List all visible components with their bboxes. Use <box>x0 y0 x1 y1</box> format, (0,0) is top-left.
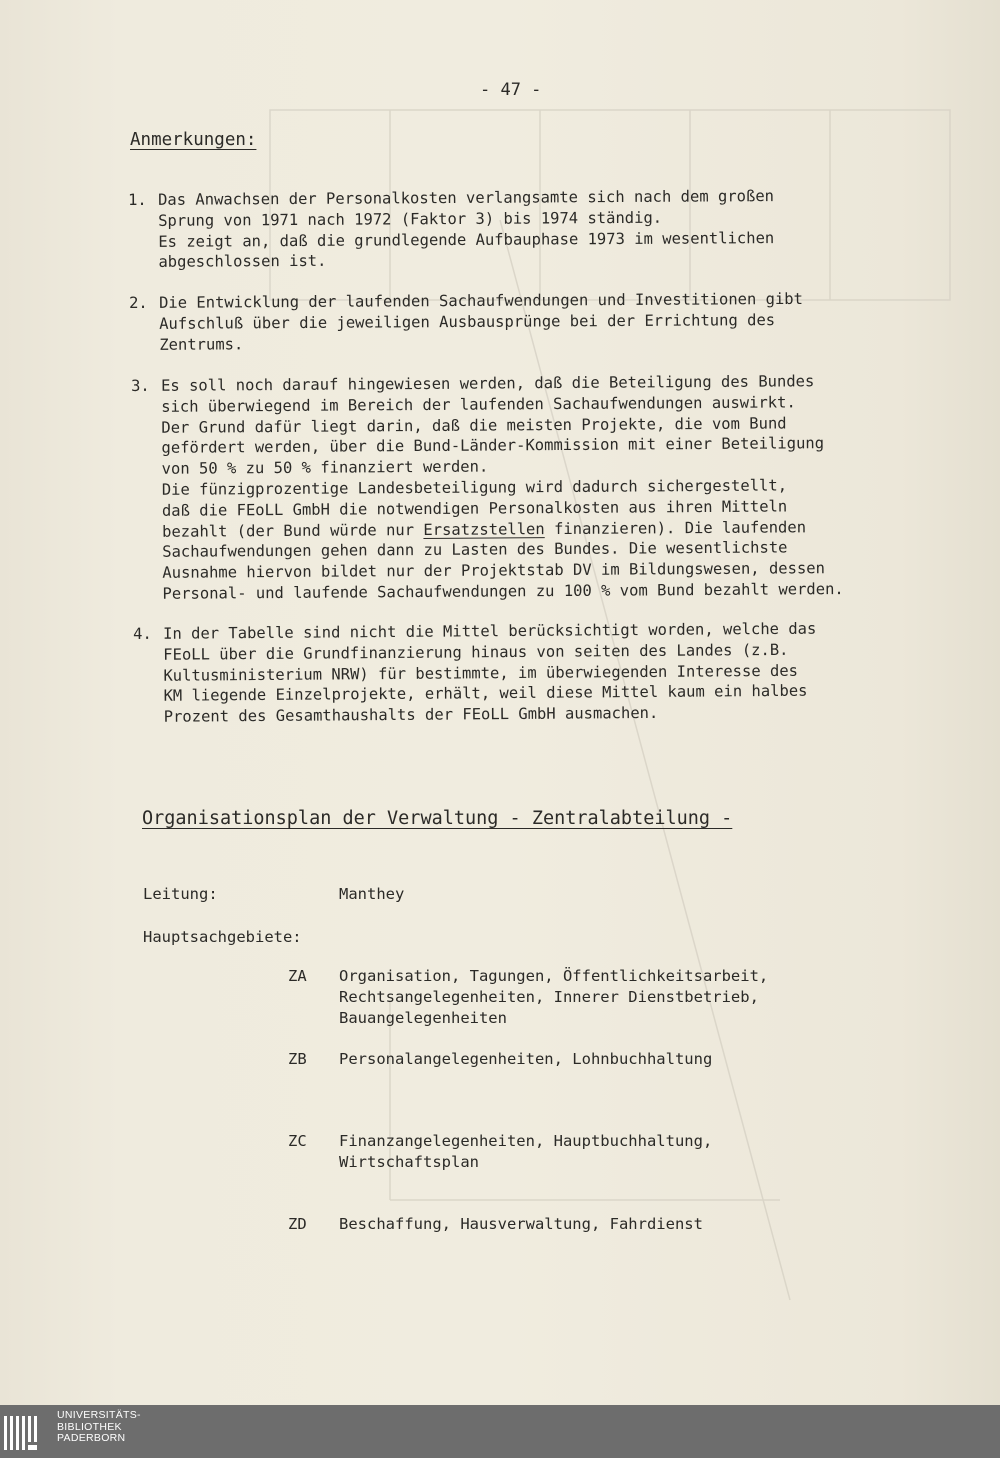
note-line: Aufschluß über die jeweiligen Ausbausprünge bei der Errichtung des <box>159 310 776 333</box>
note-line: daß die FEoLL GmbH die notwendigen Personalkosten aus ihren Mitteln <box>161 497 788 520</box>
area-code-zd: ZD <box>288 1215 307 1233</box>
note-number: 4. <box>133 624 152 643</box>
area-code-zb: ZB <box>288 1050 307 1068</box>
area-zc-line: Finanzangelegenheiten, Hauptbuchhaltung, <box>339 1132 713 1150</box>
leitung-value: Manthey <box>339 885 405 903</box>
note-line: Ausnahme hiervon bildet nur der Projektstab DV im Bildungswesen, dessen <box>162 559 825 582</box>
note-line: Der Grund dafür liegt darin, daß die meisten Projekte, die vom Bund <box>161 414 787 437</box>
logo-line: UNIVERSITÄTS- <box>57 1409 141 1421</box>
note-line: FEoLL über die Grundfinanzierung hinaus von seiten des Landes (z.B. <box>163 640 789 664</box>
note-2 <box>129 289 803 356</box>
note-line: Die fünzigprozentige Landesbeteiligung wird dadurch sichergestellt, <box>161 476 788 499</box>
note-line: abgeschlossen ist. <box>158 252 327 272</box>
note-number: 2. <box>129 293 148 312</box>
underlined-term: Ersatzstellen <box>423 519 545 539</box>
library-logo-text <box>57 1410 141 1445</box>
note-text: bezahlt (der Bund würde nur <box>162 520 424 541</box>
area-za-line: Rechtsangelegenheiten, Innerer Dienstbetrieb, <box>339 988 759 1006</box>
logo-line: PADERBORN <box>57 1432 126 1444</box>
area-za-line: Bauangelegenheiten <box>339 1009 507 1027</box>
leitung-label: Leitung: <box>143 885 218 903</box>
note-line: Die Entwicklung der laufenden Sachaufwendungen und Investitionen gibt <box>159 289 804 312</box>
note-line: Prozent des Gesamthaushalts der FEoLL GmbH ausmachen. <box>163 704 659 726</box>
area-code-zc: ZC <box>288 1132 307 1150</box>
area-zd-line: Beschaffung, Hausverwaltung, Fahrdienst <box>339 1215 703 1233</box>
library-footer-bar <box>0 1405 1000 1458</box>
library-logo-icon <box>4 1414 50 1452</box>
logo-line: BIBLIOTHEK <box>57 1420 122 1433</box>
note-line: gefördert werden, über die Bund-Länder-Kommission mit einer Beteiligung <box>161 434 825 458</box>
note-number: 1. <box>128 190 147 209</box>
note-1 <box>128 186 774 273</box>
note-line: Das Anwachsen der Personalkosten verlangsamte sich nach dem großen <box>158 187 775 209</box>
page-number: - 47 - <box>480 80 542 100</box>
note-line: Sachaufwendungen gehen dann zu Lasten des Bundes. Die wesentlichste <box>162 538 788 562</box>
note-line: Zentrums. <box>159 334 244 354</box>
organisation-heading: Organisationsplan der Verwaltung - Zentralabteilung - <box>142 808 733 829</box>
note-line: Kultusministerium NRW) für bestimmte, im überwiegenden Interesse des <box>163 661 799 685</box>
note-text: finanzieren). Die laufenden <box>544 517 807 538</box>
area-zb-line: Personalangelegenheiten, Lohnbuchhaltung <box>339 1050 713 1068</box>
note-4 <box>133 619 817 728</box>
note-line: Sprung von 1971 nach 1972 (Faktor 3) bis 1974 ständig. <box>158 208 663 230</box>
note-line: Es soll noch darauf hingewiesen werden, daß die Beteiligung des Bundes <box>161 372 815 395</box>
note-line: Es zeigt an, daß die grundlegende Aufbauphase 1973 im wesentlichen <box>158 228 775 251</box>
area-za-line: Organisation, Tagungen, Öffentlichkeitsarbeit, <box>339 967 769 985</box>
note-line: KM liegende Einzelprojekte, erhält, weil diese Mittel kaum ein halbes <box>163 682 808 706</box>
note-line: von 50 % zu 50 % finanziert werden. <box>161 457 489 478</box>
note-number: 3. <box>131 376 150 395</box>
hauptsachgebiete-label: Hauptsachgebiete: <box>143 928 302 946</box>
anmerkungen-heading: Anmerkungen: <box>130 130 257 150</box>
area-code-za: ZA <box>288 967 307 985</box>
note-line: In der Tabelle sind nicht die Mittel berücksichtigt worden, welche das <box>163 619 817 643</box>
note-line: Personal- und laufende Sachaufwendungen zu 100 % vom Bund bezahlt werden. <box>162 579 844 603</box>
note-line: sich überwiegend im Bereich der laufenden Sachaufwendungen auswirkt. <box>161 393 796 416</box>
note-3 <box>131 371 844 605</box>
area-zc-line: Wirtschaftsplan <box>339 1153 479 1171</box>
